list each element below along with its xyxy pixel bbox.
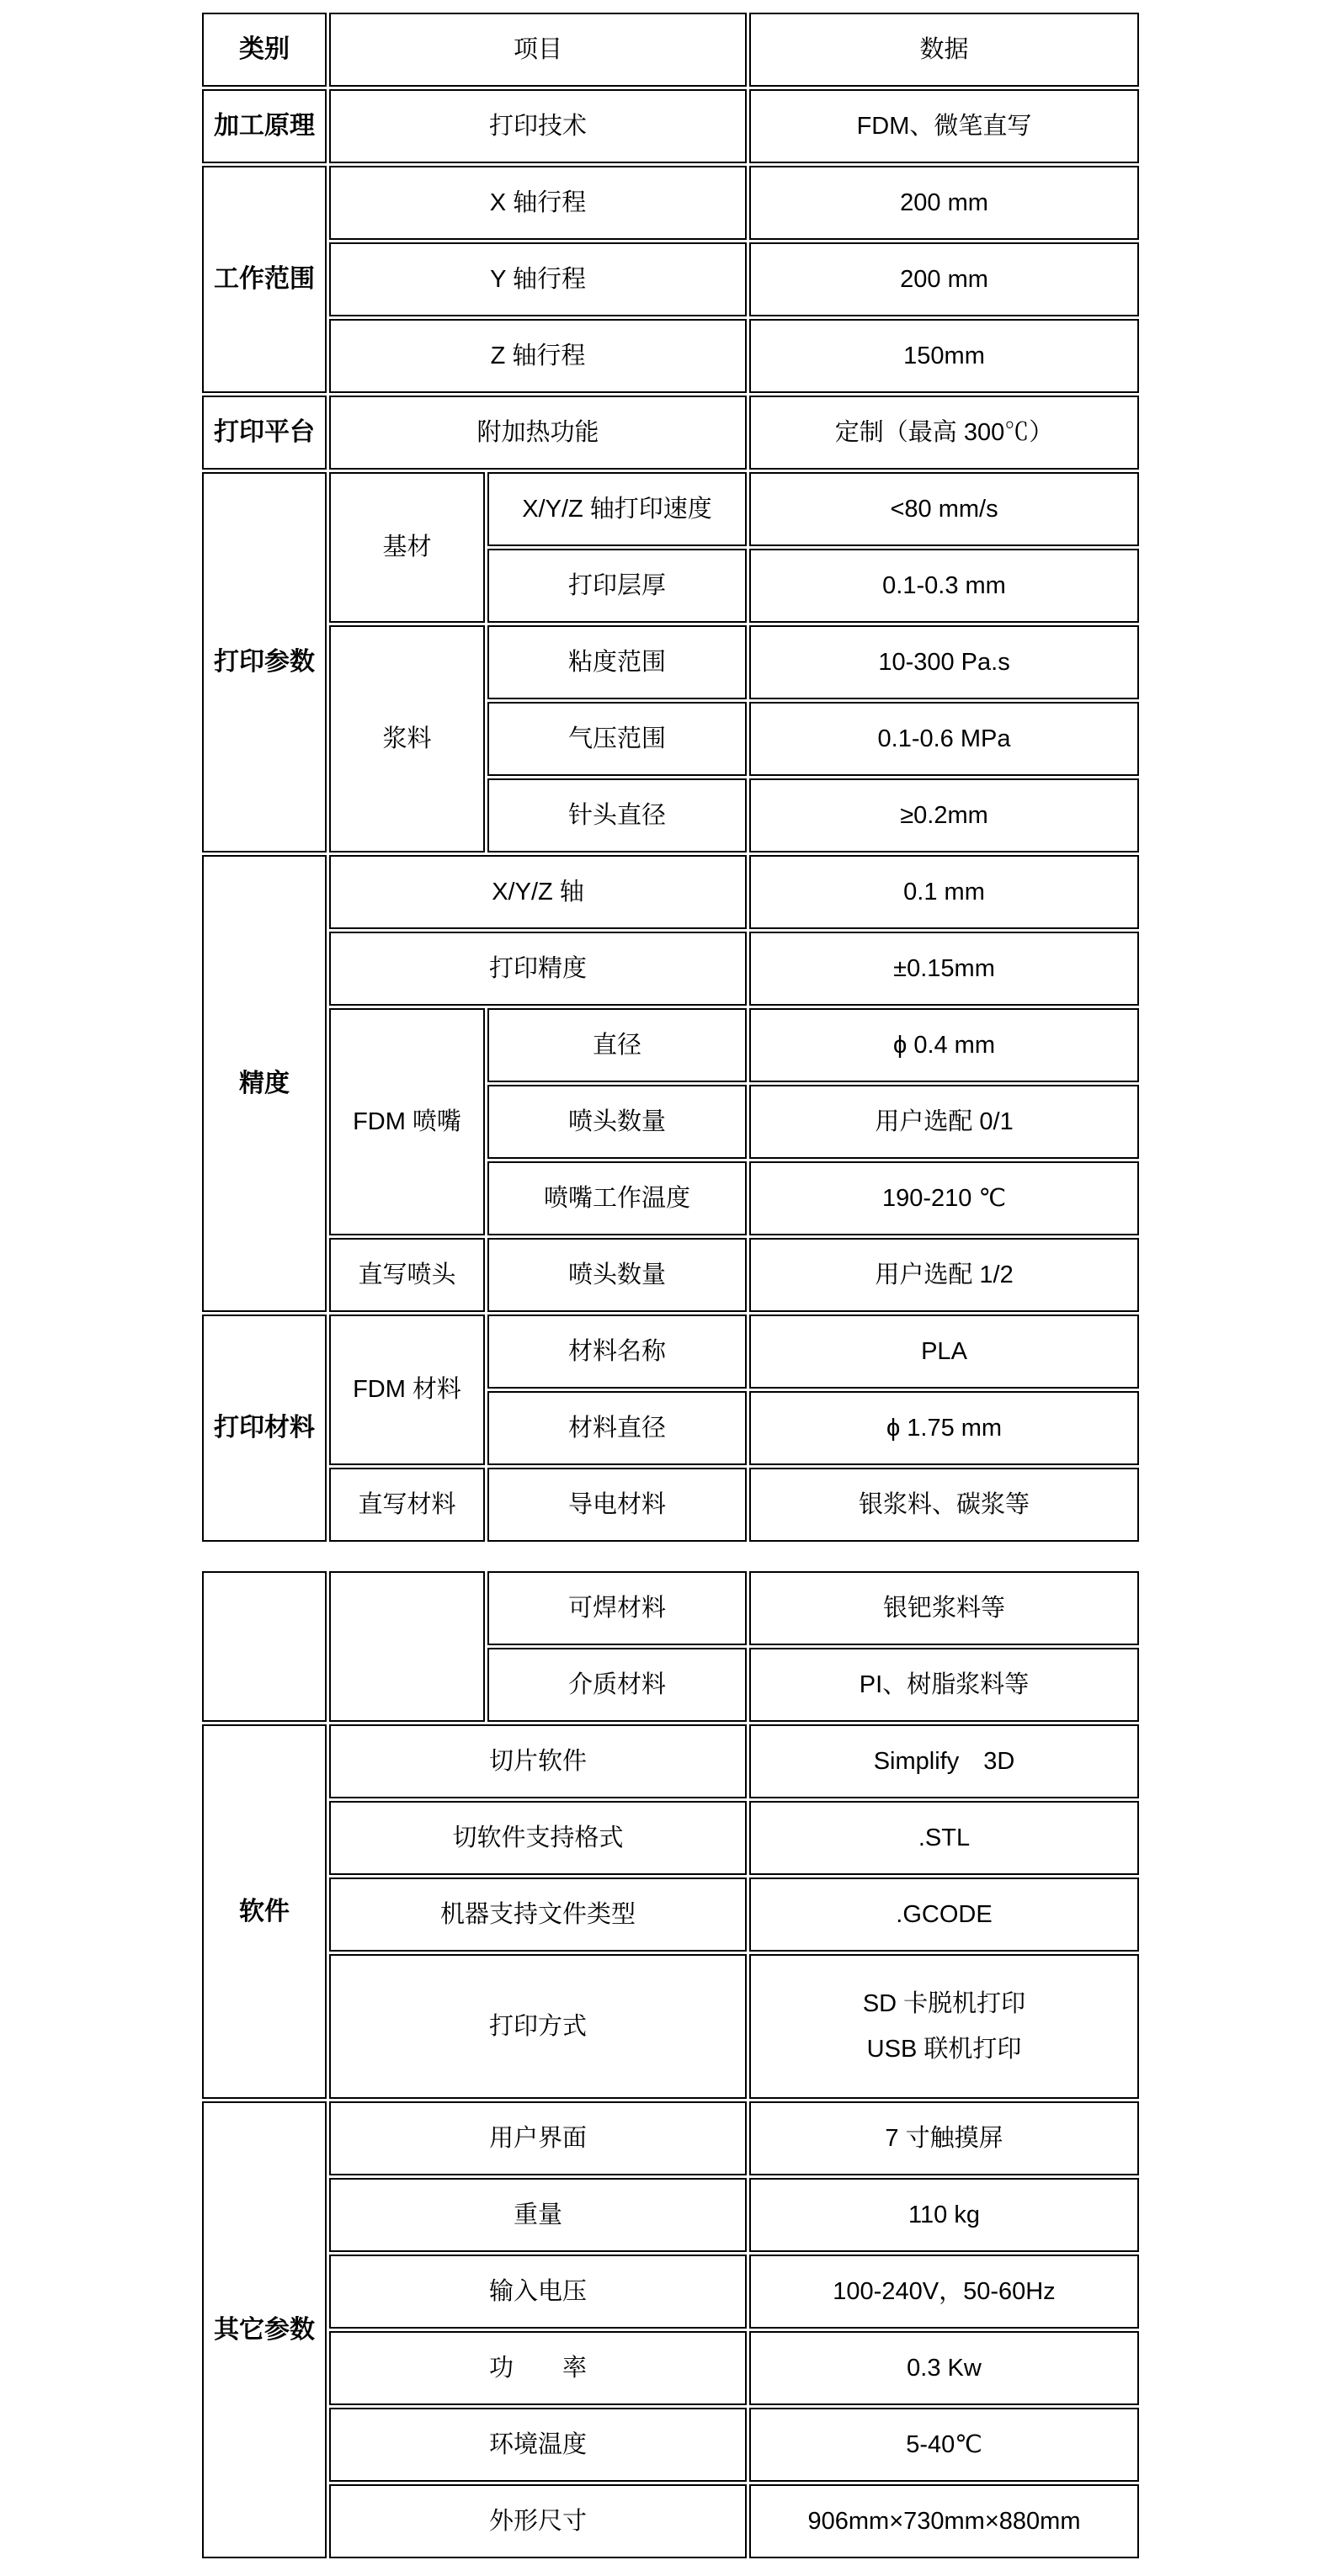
cell-item-x-travel: X 轴行程: [329, 166, 747, 240]
cell-value-solderable-material: 银钯浆料等: [749, 1571, 1139, 1645]
cell-value-pressure: 0.1-0.6 MPa: [749, 702, 1139, 776]
cell-value-z-travel: 150mm: [749, 319, 1139, 393]
cell-item-print-tech: 打印技术: [329, 89, 747, 163]
cell-value-weight: 110 kg: [749, 2178, 1139, 2252]
table-row: [202, 2255, 1139, 2329]
cell-value-user-interface: 7 寸触摸屏: [749, 2101, 1139, 2175]
cell-value-heating: 定制（最高 300℃）: [749, 396, 1139, 470]
table-row: [202, 396, 1139, 470]
table-row: [202, 1801, 1139, 1875]
cell-item-ambient-temp: 环境温度: [329, 2408, 747, 2482]
cell-value-xyz-axis: 0.1 mm: [749, 855, 1139, 929]
print-mode-line-sd: SD 卡脱机打印: [862, 1990, 1026, 2018]
cell-value-nozzle-count-fdm: 用户选配 0/1: [749, 1085, 1139, 1159]
cell-item-print-accuracy: 打印精度: [329, 932, 747, 1006]
cell-value-y-travel: 200 mm: [749, 242, 1139, 316]
spec-table-1: [200, 10, 1142, 1544]
cell-value-print-speed: <80 mm/s: [749, 472, 1139, 546]
table-row: [202, 1468, 1139, 1542]
table-row: [202, 2331, 1139, 2405]
cell-item-supported-format: 切软件支持格式: [329, 1801, 747, 1875]
cell-item-print-speed: X/Y/Z 轴打印速度: [487, 472, 747, 546]
cell-value-ambient-temp: 5-40℃: [749, 2408, 1139, 2482]
cell-item-dimensions: 外形尺寸: [329, 2484, 747, 2558]
cell-item-pressure: 气压范围: [487, 702, 747, 776]
table-row: [202, 89, 1139, 163]
cell-category-other: 其它参数: [202, 2101, 327, 2558]
cell-category-materials: 打印材料: [202, 1315, 327, 1542]
cell-value-nozzle-diameter: ϕ 0.4 mm: [749, 1008, 1139, 1082]
cell-item-solderable-material: 可焊材料: [487, 1571, 747, 1645]
cell-category-precision: 精度: [202, 855, 327, 1312]
cell-value-nozzle-count-dw: 用户选配 1/2: [749, 1238, 1139, 1312]
cell-item-user-interface: 用户界面: [329, 2101, 747, 2175]
table-row: [202, 1878, 1139, 1952]
cell-item-viscosity: 粘度范围: [487, 625, 747, 699]
cell-item-conductive-material: 导电材料: [487, 1468, 747, 1542]
table-row: [202, 625, 1139, 699]
cell-category-platform: 打印平台: [202, 396, 327, 470]
header-category-cell: 类别: [202, 13, 327, 87]
cell-item-needle-diameter: 针头直径: [487, 778, 747, 852]
table-row: [202, 1008, 1139, 1082]
table-row: [202, 2178, 1139, 2252]
cell-item-nozzle-count-dw: 喷头数量: [487, 1238, 747, 1312]
cell-item-layer-thickness: 打印层厚: [487, 549, 747, 623]
cell-item-y-travel: Y 轴行程: [329, 242, 747, 316]
table-row: [202, 472, 1139, 546]
header-data-cell: 数据: [749, 13, 1139, 87]
cell-item-dielectric-material: 介质材料: [487, 1648, 747, 1722]
cell-category-software: 软件: [202, 1724, 327, 2099]
cell-value-machine-filetype: .GCODE: [749, 1878, 1139, 1952]
cell-value-power: 0.3 Kw: [749, 2331, 1139, 2405]
cell-item-input-voltage: 输入电压: [329, 2255, 747, 2329]
cell-value-viscosity: 10-300 Pa.s: [749, 625, 1139, 699]
table-row: [202, 1724, 1139, 1798]
cell-sub-fdm-nozzle: FDM 喷嘴: [329, 1008, 485, 1235]
cell-item-power: 功 率: [329, 2331, 747, 2405]
cell-category-principle: 加工原理: [202, 89, 327, 163]
cell-item-material-name: 材料名称: [487, 1315, 747, 1389]
cell-value-material-diameter: ϕ 1.75 mm: [749, 1391, 1139, 1465]
cell-value-print-accuracy: ±0.15mm: [749, 932, 1139, 1006]
table-row: [202, 932, 1139, 1006]
cell-item-z-travel: Z 轴行程: [329, 319, 747, 393]
table-row: [202, 1238, 1139, 1312]
cell-category-materials-cont: [202, 1571, 327, 1722]
cell-sub-direct-write-head: 直写喷头: [329, 1238, 485, 1312]
cell-value-dielectric-material: PI、树脂浆料等: [749, 1648, 1139, 1722]
cell-value-needle-diameter: ≥0.2mm: [749, 778, 1139, 852]
table-row: [202, 1571, 1139, 1645]
cell-sub-materials-cont: [329, 1571, 485, 1722]
cell-item-nozzle-temp: 喷嘴工作温度: [487, 1161, 747, 1235]
cell-value-material-name: PLA: [749, 1315, 1139, 1389]
table-row: [202, 1954, 1139, 2099]
table-row: [202, 2484, 1139, 2558]
table-row: [202, 1315, 1139, 1389]
spec-table-2: [200, 1569, 1142, 2561]
cell-value-nozzle-temp: 190-210 ℃: [749, 1161, 1139, 1235]
header-item-cell: 项目: [329, 13, 747, 87]
cell-item-machine-filetype: 机器支持文件类型: [329, 1878, 747, 1952]
cell-item-weight: 重量: [329, 2178, 747, 2252]
cell-item-slicing-software: 切片软件: [329, 1724, 747, 1798]
cell-item-material-diameter: 材料直径: [487, 1391, 747, 1465]
table-row: [202, 242, 1139, 316]
cell-value-supported-format: .STL: [749, 1801, 1139, 1875]
print-mode-line-usb: USB 联机打印: [866, 2035, 1022, 2063]
cell-value-x-travel: 200 mm: [749, 166, 1139, 240]
table-row: [202, 319, 1139, 393]
cell-item-nozzle-count-fdm: 喷头数量: [487, 1085, 747, 1159]
cell-item-heating: 附加热功能: [329, 396, 747, 470]
cell-item-xyz-axis: X/Y/Z 轴: [329, 855, 747, 929]
table-row: [202, 2101, 1139, 2175]
cell-sub-fdm-material: FDM 材料: [329, 1315, 485, 1465]
table-row-header: [202, 13, 1139, 87]
spec-table-container: [200, 10, 1142, 2561]
cell-value-layer-thickness: 0.1-0.3 mm: [749, 549, 1139, 623]
table-row: [202, 166, 1139, 240]
cell-item-nozzle-diameter: 直径: [487, 1008, 747, 1082]
cell-item-print-mode: 打印方式: [329, 1954, 747, 2099]
cell-value-slicing-software: Simplify 3D: [749, 1724, 1139, 1798]
cell-value-input-voltage: 100-240V，50-60Hz: [749, 2255, 1139, 2329]
cell-value-dimensions: 906mm×730mm×880mm: [749, 2484, 1139, 2558]
cell-category-range: 工作范围: [202, 166, 327, 393]
cell-category-params: 打印参数: [202, 472, 327, 852]
cell-sub-substrate: 基材: [329, 472, 485, 623]
cell-sub-paste: 浆料: [329, 625, 485, 852]
cell-value-conductive-material: 银浆料、碳浆等: [749, 1468, 1139, 1542]
cell-sub-direct-write-material: 直写材料: [329, 1468, 485, 1542]
table-row: [202, 2408, 1139, 2482]
cell-value-print-tech: FDM、微笔直写: [749, 89, 1139, 163]
cell-value-print-mode: [749, 1954, 1139, 2099]
table-row: [202, 855, 1139, 929]
